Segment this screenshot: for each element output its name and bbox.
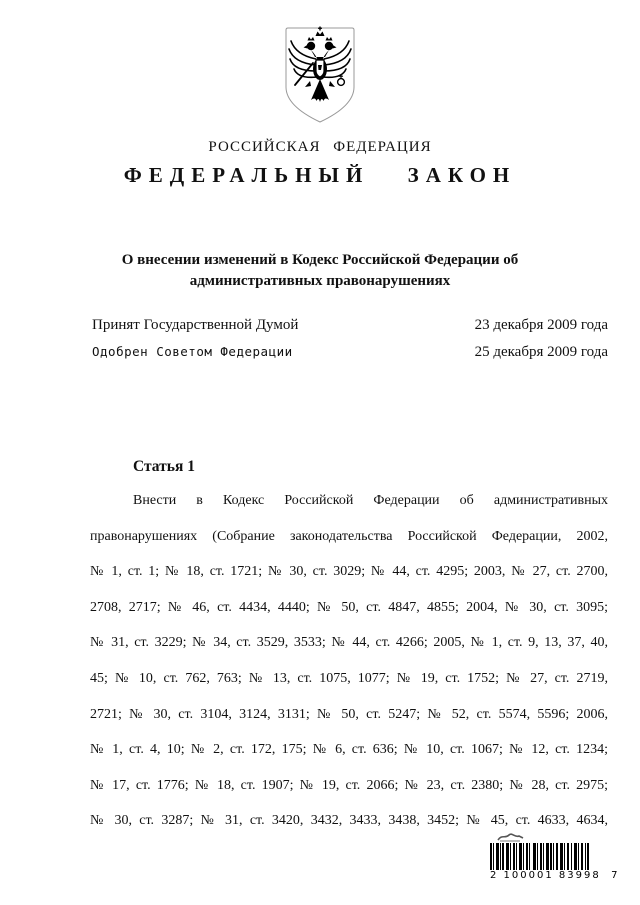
adopted-by-duma-label: Принят Государственной Думой xyxy=(92,317,299,333)
registration-barcode xyxy=(490,831,620,881)
document-type-header: ФЕДЕРАЛЬНЫЙ ЗАКОН xyxy=(123,163,517,187)
document-title-line2: административных правонарушениях xyxy=(189,273,451,289)
adoption-row-duma xyxy=(92,317,608,344)
article-1-heading: Статья 1 xyxy=(133,458,195,475)
body-line: № 1, ст. 1; № 18, ст. 1721; № 30, ст. 3029; № 44, ст. 4295; 2003, № 27, ст. 2700, xyxy=(90,564,608,580)
adoption-row-council xyxy=(92,344,608,371)
barcode-digits: 2 100001 83998 7 xyxy=(490,870,620,881)
body-line: Внести в Кодекс Российской Федерации об административных xyxy=(133,493,608,508)
body-line: 45; № 10, ст. 762, 763; № 13, ст. 1075, 1077; № 19, ст. 1752; № 27, ст. 2719, xyxy=(90,670,608,686)
article-1-body xyxy=(90,483,608,839)
adopted-by-duma-date: 23 декабря 2009 года xyxy=(474,317,608,333)
body-line: № 31, ст. 3229; № 34, ст. 3529, 3533; № 44, ст. 4266; 2005, № 1, ст. 9, 13, 37, 40, xyxy=(90,635,608,651)
approved-by-council-label: Одобрен Советом Федерации xyxy=(92,344,293,359)
body-line: 2721; № 30, ст. 3104, 3124, 3131; № 50, ст. 5247; № 52, ст. 5574, 5596; 2006, xyxy=(90,706,608,722)
document-title xyxy=(0,250,640,292)
barcode-icon xyxy=(490,843,590,870)
document-title-line1: О внесении изменений в Кодекс Российской Федерации об xyxy=(121,252,519,268)
body-line: № 30, ст. 3287; № 31, ст. 3420, 3432, 3433, 3438, 3452; № 45, ст. 4633, 4634, xyxy=(90,813,608,829)
stamp-squiggle-icon xyxy=(496,831,526,843)
approved-by-council-date: 25 декабря 2009 года xyxy=(474,344,608,360)
russian-coat-of-arms-icon xyxy=(280,25,360,125)
body-line: правонарушениях (Собрание законодательства Российской Федерации, 2002, xyxy=(90,528,608,544)
body-line: № 17, ст. 1776; № 18, ст. 1907; № 19, ст. 2066; № 23, ст. 2380; № 28, ст. 2975; xyxy=(90,777,608,793)
country-header: РОССИЙСКАЯ ФЕДЕРАЦИЯ xyxy=(208,139,432,155)
body-line: № 1, ст. 4, 10; № 2, ст. 172, 175; № 6, ст. 636; № 10, ст. 1067; № 12, ст. 1234; xyxy=(90,742,608,758)
adoption-info xyxy=(92,317,608,371)
body-line: 2708, 2717; № 46, ст. 4434, 4440; № 50, ст. 4847, 4855; 2004, № 30, ст. 3095; xyxy=(90,599,608,615)
